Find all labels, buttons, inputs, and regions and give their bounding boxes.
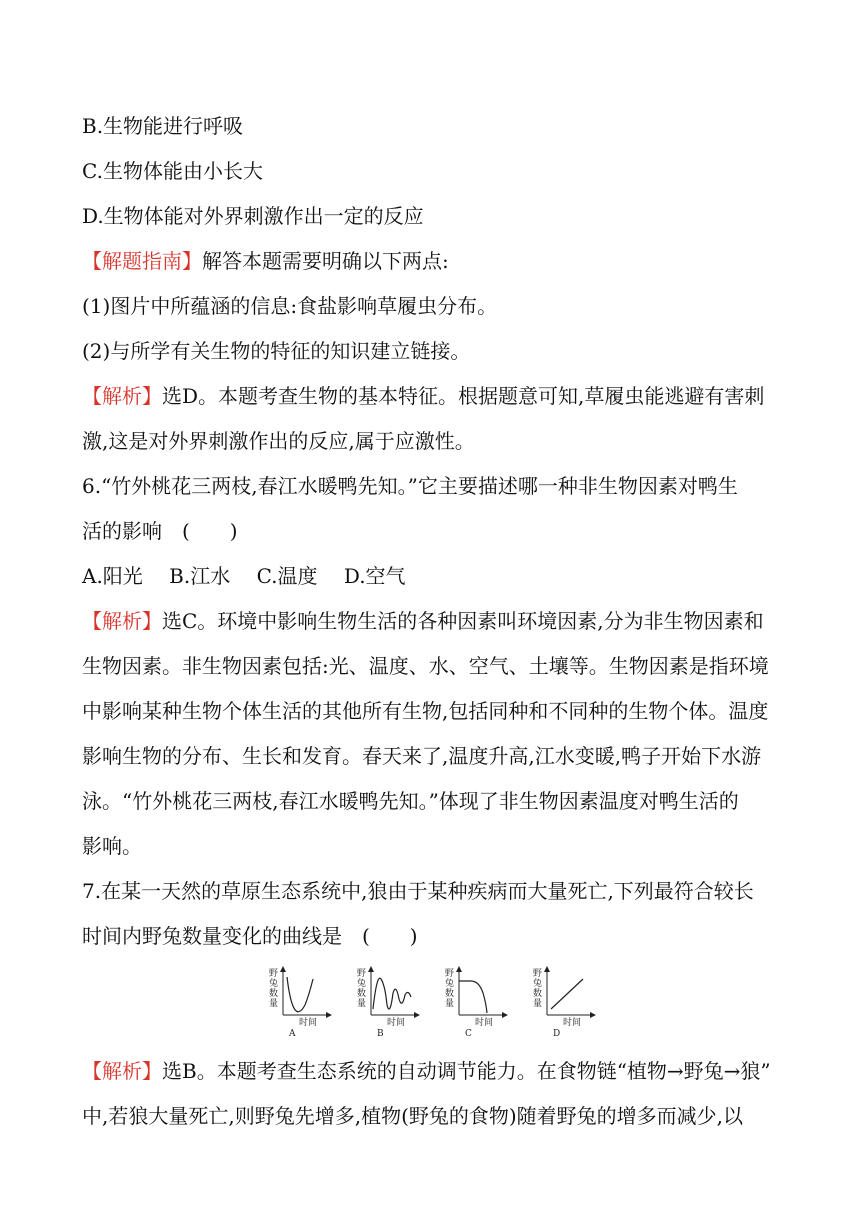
graph-c-label: C [465,1029,472,1039]
analysis-6-line-6: 影响。 [82,834,142,858]
question-6-line-1: 6.“竹外桃花三两枝,春江水暖鸭先知。”它主要描述哪一种非生物因素对鸭生 [82,474,738,498]
option-d: D.生物体能对外界刺激作出一定的反应 [82,204,424,228]
graph-a-label: A [289,1029,296,1039]
guide-line [82,247,782,275]
analysis-5-line-1 [82,382,782,410]
graph-b [353,965,423,1045]
graph-a-ylabel: 野兔数量 [269,969,279,1009]
curve-c [459,981,487,1013]
analysis-6-line-2: 生物因素。非生物因素包括:光、温度、水、空气、土壤等。生物因素是指环境 [82,654,769,678]
analysis-6-line-4: 影响生物的分布、生长和发育。春天来了,温度升高,江水变暖,鸭子开始下水游 [82,744,762,768]
question-7-line-2: 时间内野兔数量变化的曲线是 ( ) [82,924,418,948]
graph-d-ylabel: 野兔数量 [533,969,543,1009]
graph-d-xlabel: 时间 [563,1018,582,1028]
analysis-7-line-2: 中,若狼大量死亡,则野兔先增多,植物(野兔的食物)随着野兔的增多而减少,以 [82,1104,744,1128]
analysis-6-text: 选C。环境中影响生物生活的各种因素叫环境因素,分为非生物因素和 [162,609,764,633]
guide-text: 解答本题需要明确以下两点: [202,249,449,273]
graph-b-ylabel: 野兔数量 [357,969,367,1009]
guide-point-2: (2)与所学有关生物的特征的知识建立链接。 [82,339,471,363]
guide-tag: 【解题指南】 [82,249,202,273]
graph-d [529,965,599,1045]
analysis-6-line-1 [82,607,782,635]
graph-c [441,965,511,1045]
analysis-7-tag: 【解析】 [82,1059,162,1083]
graph-b-xlabel: 时间 [387,1018,406,1028]
graph-a-xlabel: 时间 [299,1018,318,1028]
analysis-6-line-5: 泳。“竹外桃花三两枝,春江水暖鸭先知。”体现了非生物因素温度对鸭生活的 [82,789,739,813]
analysis-6-tag: 【解析】 [82,609,162,633]
guide-point-1: (1)图片中所蕴涵的信息:食盐影响草履虫分布。 [82,294,498,318]
analysis-7-text: 选B。本题考查生态系统的自动调节能力。在食物链“植物→野兔→狼” [162,1059,771,1083]
question-6-line-2: 活的影响 ( ) [82,519,238,543]
graph-c-xlabel: 时间 [475,1018,494,1028]
analysis-6-line-3: 中影响某种生物个体生活的其他所有生物,包括同种和不同种的生物个体。温度 [82,699,769,723]
option-c: C.生物体能由小长大 [82,159,263,183]
analysis-7-line-1 [82,1057,782,1085]
question-7-line-1: 7.在某一天然的草原生态系统中,狼由于某种疾病而大量死亡,下列最符合较长 [82,879,754,903]
analysis-5-line-2: 激,这是对外界刺激作出的反应,属于应激性。 [82,429,475,453]
analysis-5-tag: 【解析】 [82,384,162,408]
graph-d-label: D [553,1029,561,1039]
graph-b-label: B [377,1029,384,1039]
graph-a [265,965,335,1045]
analysis-5-text: 选D。本题考查生物的基本特征。根据题意可知,草履虫能逃避有害刺 [162,384,765,408]
curve-b [373,978,411,1009]
curve-a [287,977,313,1012]
question-6-options: A.阳光 B.江水 C.温度 D.空气 [82,564,406,588]
answer-graphs [265,965,605,1045]
graph-c-ylabel: 野兔数量 [445,969,455,1009]
curve-d [551,979,583,1009]
option-b: B.生物能进行呼吸 [82,114,244,138]
